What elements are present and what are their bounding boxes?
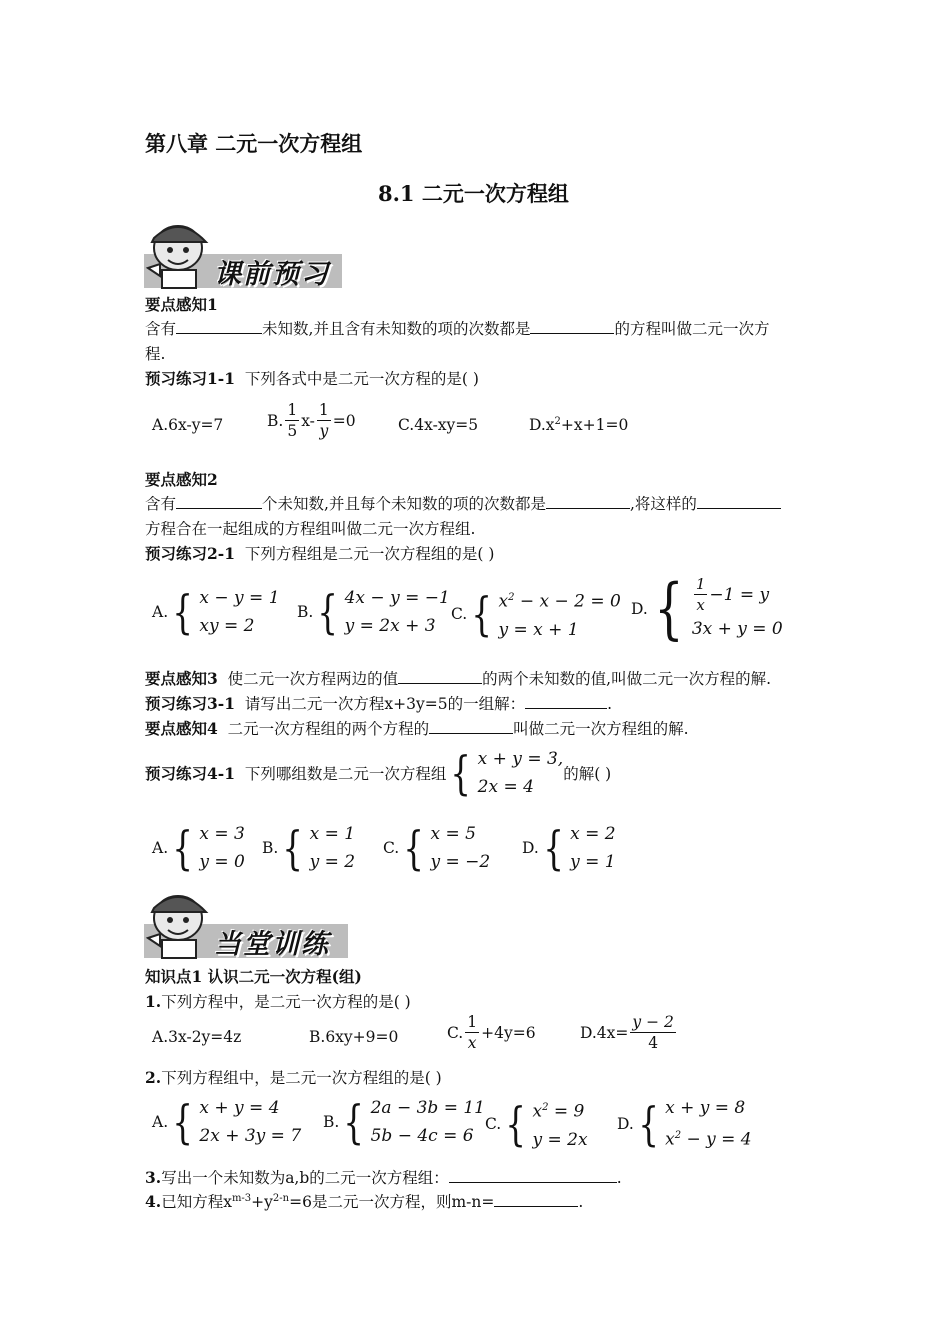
option-a[interactable]: A.6x-y=7 bbox=[152, 416, 224, 434]
answer-blank[interactable] bbox=[697, 494, 781, 509]
equation: 2x = 4 bbox=[477, 777, 534, 797]
point-3 bbox=[145, 667, 771, 689]
option-b[interactable] bbox=[323, 1094, 485, 1150]
section-title: 8.1 二元一次方程组 bbox=[378, 181, 569, 206]
brace-icon: { bbox=[543, 821, 564, 875]
answer-blank[interactable] bbox=[449, 1168, 617, 1183]
point-1-heading: 要点感知1 bbox=[145, 295, 218, 314]
point-label: 要点感知3 bbox=[145, 669, 218, 688]
fraction bbox=[465, 1012, 479, 1053]
text: 叫做二元一次方程组的解. bbox=[513, 720, 689, 738]
answer-blank[interactable] bbox=[176, 494, 262, 509]
exercise-2-1 bbox=[145, 542, 494, 564]
equation: x + y = 4 bbox=[199, 1098, 280, 1118]
classwork-banner bbox=[144, 888, 350, 960]
numerator: 1 bbox=[695, 575, 706, 593]
preview-banner bbox=[144, 218, 344, 290]
text: 的方程叫做二元一次方 bbox=[614, 320, 770, 338]
equation: x = 2 bbox=[570, 824, 616, 844]
answer-blank[interactable] bbox=[494, 1192, 578, 1207]
option-label: C. bbox=[485, 1114, 502, 1133]
fraction bbox=[285, 400, 299, 441]
point-1-line-1 bbox=[145, 317, 769, 339]
equation: 2x + 3y = 7 bbox=[199, 1126, 302, 1146]
equation: y = 2x + 3 bbox=[344, 616, 436, 636]
text: =6是二元一次方程，则m-n= bbox=[289, 1193, 495, 1211]
text: =0 bbox=[332, 411, 356, 430]
text: 使二元一次方程两边的值 bbox=[227, 670, 399, 688]
exercise-label: 预习练习1-1 bbox=[145, 369, 236, 388]
option-c[interactable] bbox=[485, 1094, 588, 1154]
text: x bbox=[665, 1129, 675, 1150]
equation: xy = 2 bbox=[199, 616, 255, 636]
option-b[interactable] bbox=[262, 820, 355, 876]
fraction bbox=[317, 400, 331, 441]
option-label: B. bbox=[262, 839, 279, 857]
option-label: C. bbox=[447, 1023, 464, 1042]
equation: x − y = 1 bbox=[199, 588, 280, 608]
option-c[interactable]: C.4x-xy=5 bbox=[398, 416, 479, 434]
numerator: 1 bbox=[467, 1013, 478, 1031]
numerator: y − 2 bbox=[632, 1013, 674, 1031]
brace-icon: { bbox=[505, 1096, 527, 1151]
point-label: 要点感知4 bbox=[145, 719, 218, 738]
option-label: D. bbox=[522, 839, 539, 857]
option-label: C. bbox=[383, 839, 400, 857]
answer-blank[interactable] bbox=[176, 319, 262, 334]
text: 未知数,并且含有未知数的项的次数都是 bbox=[262, 320, 531, 338]
text: x bbox=[532, 1101, 543, 1122]
answer-blank[interactable] bbox=[530, 319, 614, 334]
brace-icon: { bbox=[638, 1096, 659, 1151]
text: +4y=6 bbox=[481, 1023, 536, 1042]
option-label: A. bbox=[152, 839, 169, 857]
text: 的解( ) bbox=[563, 765, 612, 783]
option-a[interactable] bbox=[152, 584, 280, 640]
option-label: D.4x= bbox=[580, 1023, 629, 1042]
text: − x − 2 = 0 bbox=[514, 591, 621, 612]
option-label: B. bbox=[267, 411, 284, 430]
text: x- bbox=[301, 411, 315, 430]
text: = 9 bbox=[548, 1101, 585, 1122]
answer-blank[interactable] bbox=[429, 719, 513, 734]
option-c[interactable] bbox=[451, 584, 621, 644]
banner-title: 课前预习 bbox=[214, 259, 330, 290]
option-c[interactable] bbox=[447, 1012, 536, 1053]
text: . bbox=[607, 695, 613, 713]
question-1 bbox=[145, 990, 411, 1012]
banner-title: 当堂训练 bbox=[214, 929, 330, 960]
option-label: B. bbox=[323, 1113, 340, 1131]
equation: 3x + y = 0 bbox=[691, 619, 783, 639]
numerator: 1 bbox=[318, 401, 329, 419]
exercise-1-1 bbox=[145, 367, 479, 389]
option-label: A. bbox=[152, 603, 169, 621]
question-text: 下列方程中，是二元一次方程的是( ) bbox=[161, 993, 411, 1011]
brace-icon: { bbox=[172, 821, 194, 875]
equation: y = 2x bbox=[532, 1129, 588, 1150]
exponent: 2 bbox=[554, 416, 561, 427]
equation bbox=[692, 574, 783, 615]
text: . bbox=[616, 1169, 622, 1187]
text: 下列哪组数是二元一次方程组 bbox=[244, 765, 447, 783]
option-a[interactable]: A.3x-2y=4z bbox=[152, 1028, 242, 1046]
exponent: m-3 bbox=[231, 1192, 252, 1204]
equation: 4x − y = −1 bbox=[344, 588, 450, 608]
text: 已知方程x bbox=[161, 1193, 232, 1211]
denominator: x bbox=[696, 596, 705, 614]
text: 二元一次方程组的两个方程的 bbox=[227, 720, 430, 738]
denominator: 4 bbox=[648, 1034, 659, 1052]
exercise-label: 预习练习3-1 bbox=[145, 694, 236, 713]
question-text: 下列各式中是二元一次方程的是( ) bbox=[244, 370, 479, 388]
brace-icon: { bbox=[282, 821, 304, 875]
question-number: 4. bbox=[145, 1192, 162, 1211]
denominator: y bbox=[319, 422, 329, 440]
exercise-label: 预习练习4-1 bbox=[145, 764, 236, 783]
point-1-line-2: 程. bbox=[145, 345, 166, 363]
option-b[interactable] bbox=[267, 400, 356, 441]
option-label: D. bbox=[617, 1114, 634, 1133]
text: − y = 4 bbox=[681, 1129, 752, 1150]
text: 的两个未知数的值,叫做二元一次方程的解. bbox=[482, 670, 772, 688]
exponent: 2 bbox=[508, 592, 515, 603]
fraction bbox=[630, 1012, 675, 1053]
question-4 bbox=[145, 1190, 583, 1212]
option-d[interactable] bbox=[522, 820, 616, 876]
numerator: 1 bbox=[287, 401, 298, 419]
brace-icon: { bbox=[403, 821, 425, 875]
option-b[interactable]: B.6xy+9=0 bbox=[309, 1028, 399, 1046]
option-a[interactable] bbox=[152, 820, 245, 876]
equation: 2a − 3b = 11 bbox=[370, 1098, 485, 1118]
option-label: D. bbox=[631, 599, 648, 618]
text: 写出一个未知数为a,b的二元一次方程组： bbox=[161, 1169, 449, 1187]
text: D.x bbox=[529, 416, 555, 435]
equation: x + y = 8 bbox=[665, 1098, 746, 1118]
text: +x+1=0 bbox=[560, 416, 629, 435]
denominator: 5 bbox=[287, 422, 298, 440]
equation: y = −2 bbox=[430, 852, 491, 872]
text: 个未知数,并且每个未知数的项的次数都是 bbox=[262, 495, 546, 513]
brace-icon: { bbox=[317, 585, 339, 639]
equation: x = 3 bbox=[199, 824, 245, 844]
option-d[interactable] bbox=[529, 416, 628, 434]
equation bbox=[499, 584, 621, 616]
equation bbox=[665, 1122, 752, 1154]
point-2-line-2: 方程合在一起组成的方程组叫做二元一次方程组. bbox=[145, 520, 476, 538]
brace-icon: { bbox=[172, 1095, 194, 1149]
option-b[interactable] bbox=[297, 584, 450, 640]
brace-icon: { bbox=[450, 746, 472, 800]
fraction bbox=[694, 574, 708, 615]
point-4 bbox=[145, 717, 689, 739]
question-number: 2. bbox=[145, 1068, 162, 1087]
denominator: x bbox=[467, 1034, 477, 1052]
equation: x + y = 3, bbox=[477, 749, 564, 769]
answer-blank[interactable] bbox=[398, 669, 482, 684]
chapter-title: 第八章 二元一次方程组 bbox=[145, 131, 363, 156]
exponent: 2 bbox=[542, 1102, 549, 1113]
text: 含有 bbox=[145, 320, 177, 338]
question-number: 1. bbox=[145, 992, 162, 1011]
brace-icon: { bbox=[654, 569, 684, 647]
equation: y = 2 bbox=[309, 852, 356, 872]
text: ,将这样的 bbox=[629, 495, 697, 513]
text: +y bbox=[251, 1193, 273, 1211]
exercise-3-1 bbox=[145, 692, 612, 714]
question-text: 下列方程组是二元一次方程组的是( ) bbox=[244, 545, 495, 563]
text: x bbox=[498, 591, 509, 612]
brace-icon: { bbox=[471, 586, 493, 641]
exercise-label: 预习练习2-1 bbox=[145, 544, 236, 563]
point-2-line-1 bbox=[145, 492, 781, 514]
text: 含有 bbox=[145, 495, 177, 513]
equation: y = x + 1 bbox=[498, 619, 579, 640]
equation: 5b − 4c = 6 bbox=[370, 1126, 474, 1146]
option-label: C. bbox=[451, 604, 468, 623]
option-a[interactable] bbox=[152, 1094, 301, 1150]
question-text: 下列方程组中，是二元一次方程组的是( ) bbox=[161, 1069, 442, 1087]
text: . bbox=[578, 1193, 584, 1211]
equation: y = 1 bbox=[570, 852, 616, 872]
text: −1 = y bbox=[709, 584, 770, 605]
brace-icon: { bbox=[172, 585, 194, 639]
question-3 bbox=[145, 1166, 622, 1188]
equation: x = 5 bbox=[430, 824, 476, 844]
option-c[interactable] bbox=[383, 820, 490, 876]
equation: y = 0 bbox=[199, 852, 245, 872]
option-d[interactable] bbox=[580, 1012, 678, 1053]
brace-icon: { bbox=[343, 1095, 365, 1149]
answer-blank[interactable] bbox=[546, 494, 630, 509]
answer-blank[interactable] bbox=[525, 694, 607, 709]
exponent: 2-n bbox=[272, 1192, 290, 1204]
option-label: B. bbox=[297, 603, 314, 621]
question-number: 3. bbox=[145, 1168, 162, 1187]
exercise-4-1 bbox=[145, 745, 611, 801]
equation: x = 1 bbox=[309, 824, 356, 844]
equation bbox=[533, 1094, 588, 1126]
knowledge-point-1: 知识点1 认识二元一次方程(组) bbox=[145, 967, 362, 986]
option-d[interactable] bbox=[631, 569, 783, 647]
question-2 bbox=[145, 1066, 442, 1088]
exponent: 2 bbox=[674, 1130, 682, 1141]
option-d[interactable] bbox=[617, 1094, 752, 1154]
point-2-heading: 要点感知2 bbox=[145, 470, 218, 489]
text: 请写出二元一次方程x+3y=5的一组解： bbox=[244, 695, 526, 713]
option-label: A. bbox=[152, 1113, 169, 1131]
